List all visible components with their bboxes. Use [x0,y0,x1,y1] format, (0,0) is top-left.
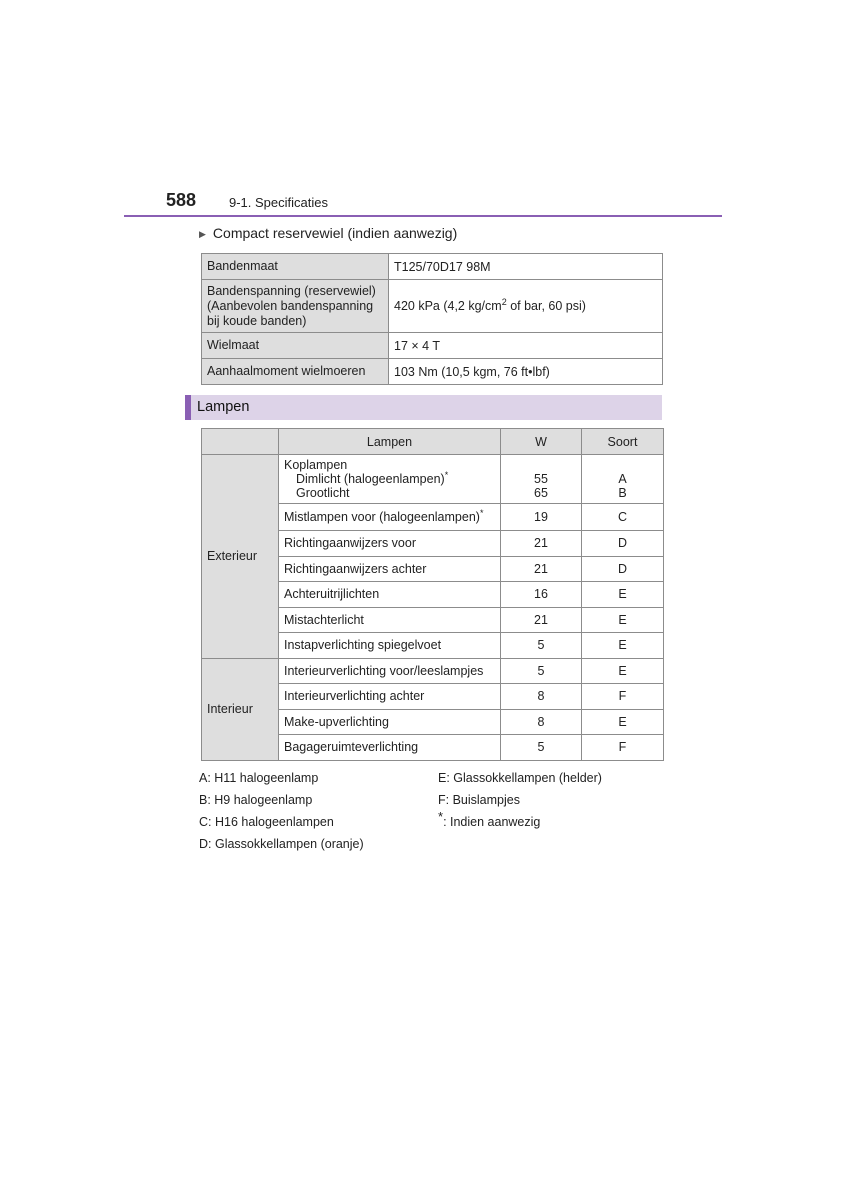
lamp-type: E [582,658,664,684]
lamp-watt: 8 [501,684,582,710]
lamp-watt: 5 [501,633,582,659]
spec-label: Bandenspanning (reservewiel) (Aanbevolen bandenspanning bij koude banden) [202,280,389,333]
table-row [202,333,663,359]
lamp-name: Interieurverlichting voor/leeslampjes [279,658,501,684]
lamp-type: E [582,607,664,633]
lamp-type: E [582,633,664,659]
spare-wheel-table [201,253,663,385]
lamp-type [582,455,664,504]
table-row [202,359,663,385]
lamp-name: Interieurverlichting achter [279,684,501,710]
lamp-name: Richtingaanwijzers achter [279,556,501,582]
spare-wheel-heading [199,225,457,241]
lamps-section-title: Lampen [197,399,250,415]
koplampen-dim-text: Dimlicht (halogeenlampen) [296,472,445,486]
legend-a: A: H11 halogeenlamp [199,771,319,785]
lamp-watt: 21 [501,556,582,582]
asterisk-mark: * [438,808,444,824]
high-watt: 65 [534,486,548,500]
dim-watt: 55 [534,472,548,486]
pressure-value-prefix: 420 kPa (4,2 kg/cm [394,299,502,313]
spec-value: 103 Nm (10,5 kgm, 76 ft•lbf) [389,359,663,385]
table-row [202,254,663,280]
lamps-table [201,428,664,761]
lamp-name [279,504,501,531]
legend-c: C: H16 halogeenlampen [199,815,334,829]
legend-e: E: Glassokkellampen (helder) [438,771,602,785]
lamp-type: F [582,735,664,761]
lamp-type: E [582,709,664,735]
lamp-name: Richtingaanwijzers voor [279,531,501,557]
lamp-type: D [582,556,664,582]
column-header-watt: W [501,429,582,455]
koplampen-title: Koplampen [284,458,348,472]
legend-d: D: Glassokkellampen (oranje) [199,837,364,851]
lamp-watt: 21 [501,607,582,633]
spec-value: T125/70D17 98M [389,254,663,280]
lamp-watt: 16 [501,582,582,608]
table-row [202,455,664,504]
page-number: 588 [166,190,197,210]
lamp-name: Mistachterlicht [279,607,501,633]
lamp-watt: 5 [501,735,582,761]
high-type: B [618,486,627,500]
lamp-type: F [582,684,664,710]
lamp-type: C [582,504,664,531]
spare-wheel-heading-text: Compact reservewiel (indien aanwezig) [212,225,458,241]
pressure-value-suffix: of bar, 60 psi) [506,299,586,313]
lamp-watt: 19 [501,504,582,531]
spec-label: Wielmaat [202,333,389,359]
lamp-watt: 21 [501,531,582,557]
spec-label: Bandenmaat [202,254,389,280]
lamp-name: Make-upverlichting [279,709,501,735]
pressure-superscript: 2 [501,296,507,307]
lamp-name-koplampen [279,455,501,504]
table-row [202,658,664,684]
column-header-type: Soort [582,429,664,455]
koplampen-high: Grootlicht [296,486,350,500]
lamp-type: E [582,582,664,608]
lamps-section-band [185,395,662,420]
spec-label: Aanhaalmoment wielmoeren [202,359,389,385]
group-interior: Interieur [202,658,279,760]
legend-f: F: Buislampjes [438,793,520,807]
lamp-watt: 8 [501,709,582,735]
legend-asterisk-text: : Indien aanwezig [443,815,541,829]
spec-value [389,280,663,333]
legend-asterisk [438,808,541,829]
lamp-name-text: Mistlampen voor (halogeenlampen) [284,510,480,524]
triangle-bullet-icon: ▶ [199,229,206,239]
legend-b: B: H9 halogeenlamp [199,793,313,807]
section-title: 9-1. Specificaties [229,195,328,210]
section-accent-bar [185,395,191,420]
table-header-row [202,429,664,455]
lamp-watt [501,455,582,504]
header-empty-cell [202,429,279,455]
asterisk-mark: * [444,469,449,480]
lamp-type: D [582,531,664,557]
header-divider [124,215,722,217]
page-header [166,190,722,218]
group-exterior: Exterieur [202,455,279,659]
column-header-lamp: Lampen [279,429,501,455]
lamp-watt: 5 [501,658,582,684]
table-row [202,280,663,333]
asterisk-mark: * [479,507,484,518]
lamp-name: Achteruitrijlichten [279,582,501,608]
koplampen-dim [284,469,495,486]
spec-value: 17 × 4 T [389,333,663,359]
lamp-name: Bagageruimteverlichting [279,735,501,761]
lamp-name: Instapverlichting spiegelvoet [279,633,501,659]
dim-type: A [618,472,627,486]
